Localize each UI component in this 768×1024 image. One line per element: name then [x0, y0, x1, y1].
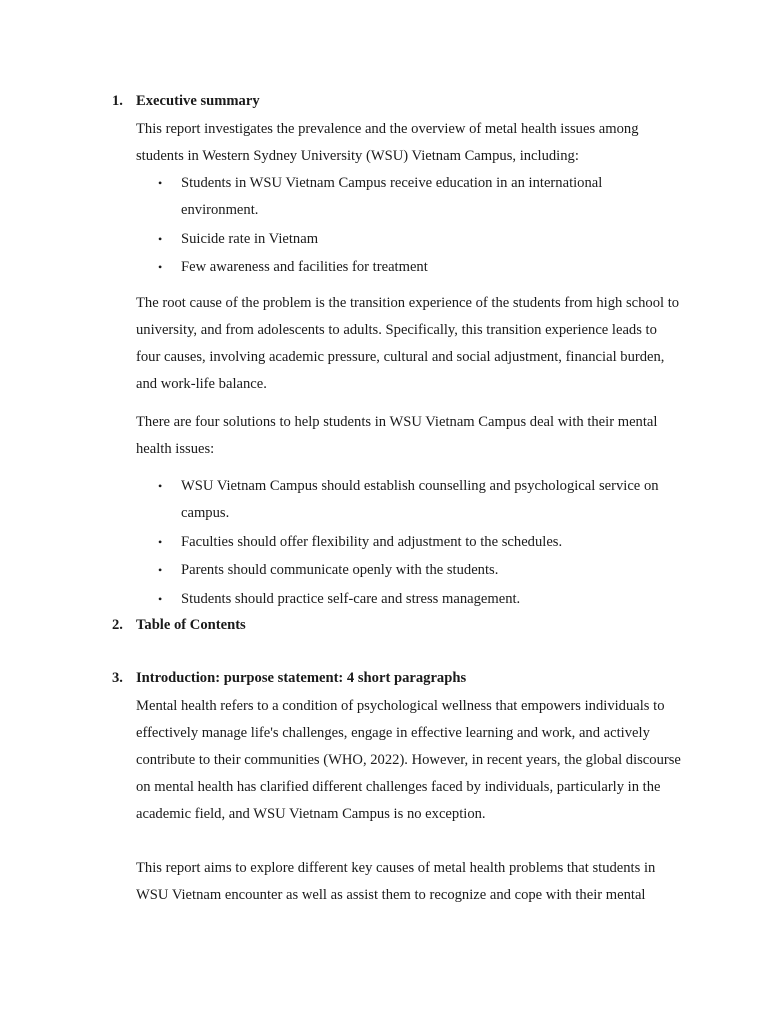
bullet-icon: •: [158, 231, 163, 246]
list-item: • Students in WSU Vietnam Campus receive education in an international environment.: [136, 170, 681, 224]
bullet-icon: •: [158, 591, 163, 606]
exec-summary-bullet-list-1: [136, 170, 681, 283]
bullet-icon: •: [158, 534, 163, 549]
exec-summary-bullet-list-2: [136, 473, 681, 614]
list-item: • Suicide rate in Vietnam: [136, 226, 681, 253]
exec-summary-root-cause: The root cause of the problem is the transition experience of the students from high school to university, and from adolescents to adults. Specifically, this transition experience leads to four causes, involving academic pressure, cultural and social adjustment, financial burden, and work-life balance.: [136, 295, 680, 392]
section-heading-executive-summary: [112, 93, 260, 110]
section-title: Table of Contents: [136, 617, 246, 633]
section-number: 2.: [112, 617, 123, 633]
section-number: 3.: [112, 670, 123, 686]
list-item: • Students should practice self-care and stress management.: [136, 586, 681, 613]
exec-summary-intro: This report investigates the prevalence and the overview of metal health issues among students in Western Sydney University (WSU) Vietnam Campus, including:: [136, 121, 639, 164]
introduction-paragraph-1: Mental health refers to a condition of psychological wellness that empowers individuals to effectively manage life's challenges, engage in effective learning and work, and actively contribute to their communities (WHO, 2022). However, in recent years, the global discourse on mental health has clarified different challenges faced by individuals, particularly in the academic field, and WSU Vietnam Campus is no exception.: [136, 698, 681, 822]
list-item: • Faculties should offer flexibility and adjustment to the schedules.: [136, 529, 681, 556]
bullet-icon: •: [158, 563, 163, 577]
section-number: 1.: [112, 93, 123, 109]
list-item: • Parents should communicate openly with the students.: [136, 557, 681, 584]
section-title: Introduction: purpose statement: 4 short paragraphs: [136, 670, 467, 686]
section-title: Executive summary: [136, 93, 260, 109]
section-heading-introduction: [112, 670, 466, 687]
list-item: • WSU Vietnam Campus should establish counselling and psychological service on campus.: [136, 473, 681, 527]
list-item: • Few awareness and facilities for treatment: [136, 254, 681, 281]
section-heading-table-of-contents: [112, 617, 246, 634]
bullet-icon: •: [158, 479, 163, 493]
exec-summary-solutions-intro: There are four solutions to help students in WSU Vietnam Campus deal with their mental health issues:: [136, 414, 658, 457]
bullet-icon: •: [158, 260, 163, 274]
bullet-icon: •: [158, 176, 163, 190]
introduction-paragraph-2: This report aims to explore different key causes of metal health problems that students in WSU Vietnam encounter as well as assist them to recognize and cope with their mental: [136, 860, 656, 903]
